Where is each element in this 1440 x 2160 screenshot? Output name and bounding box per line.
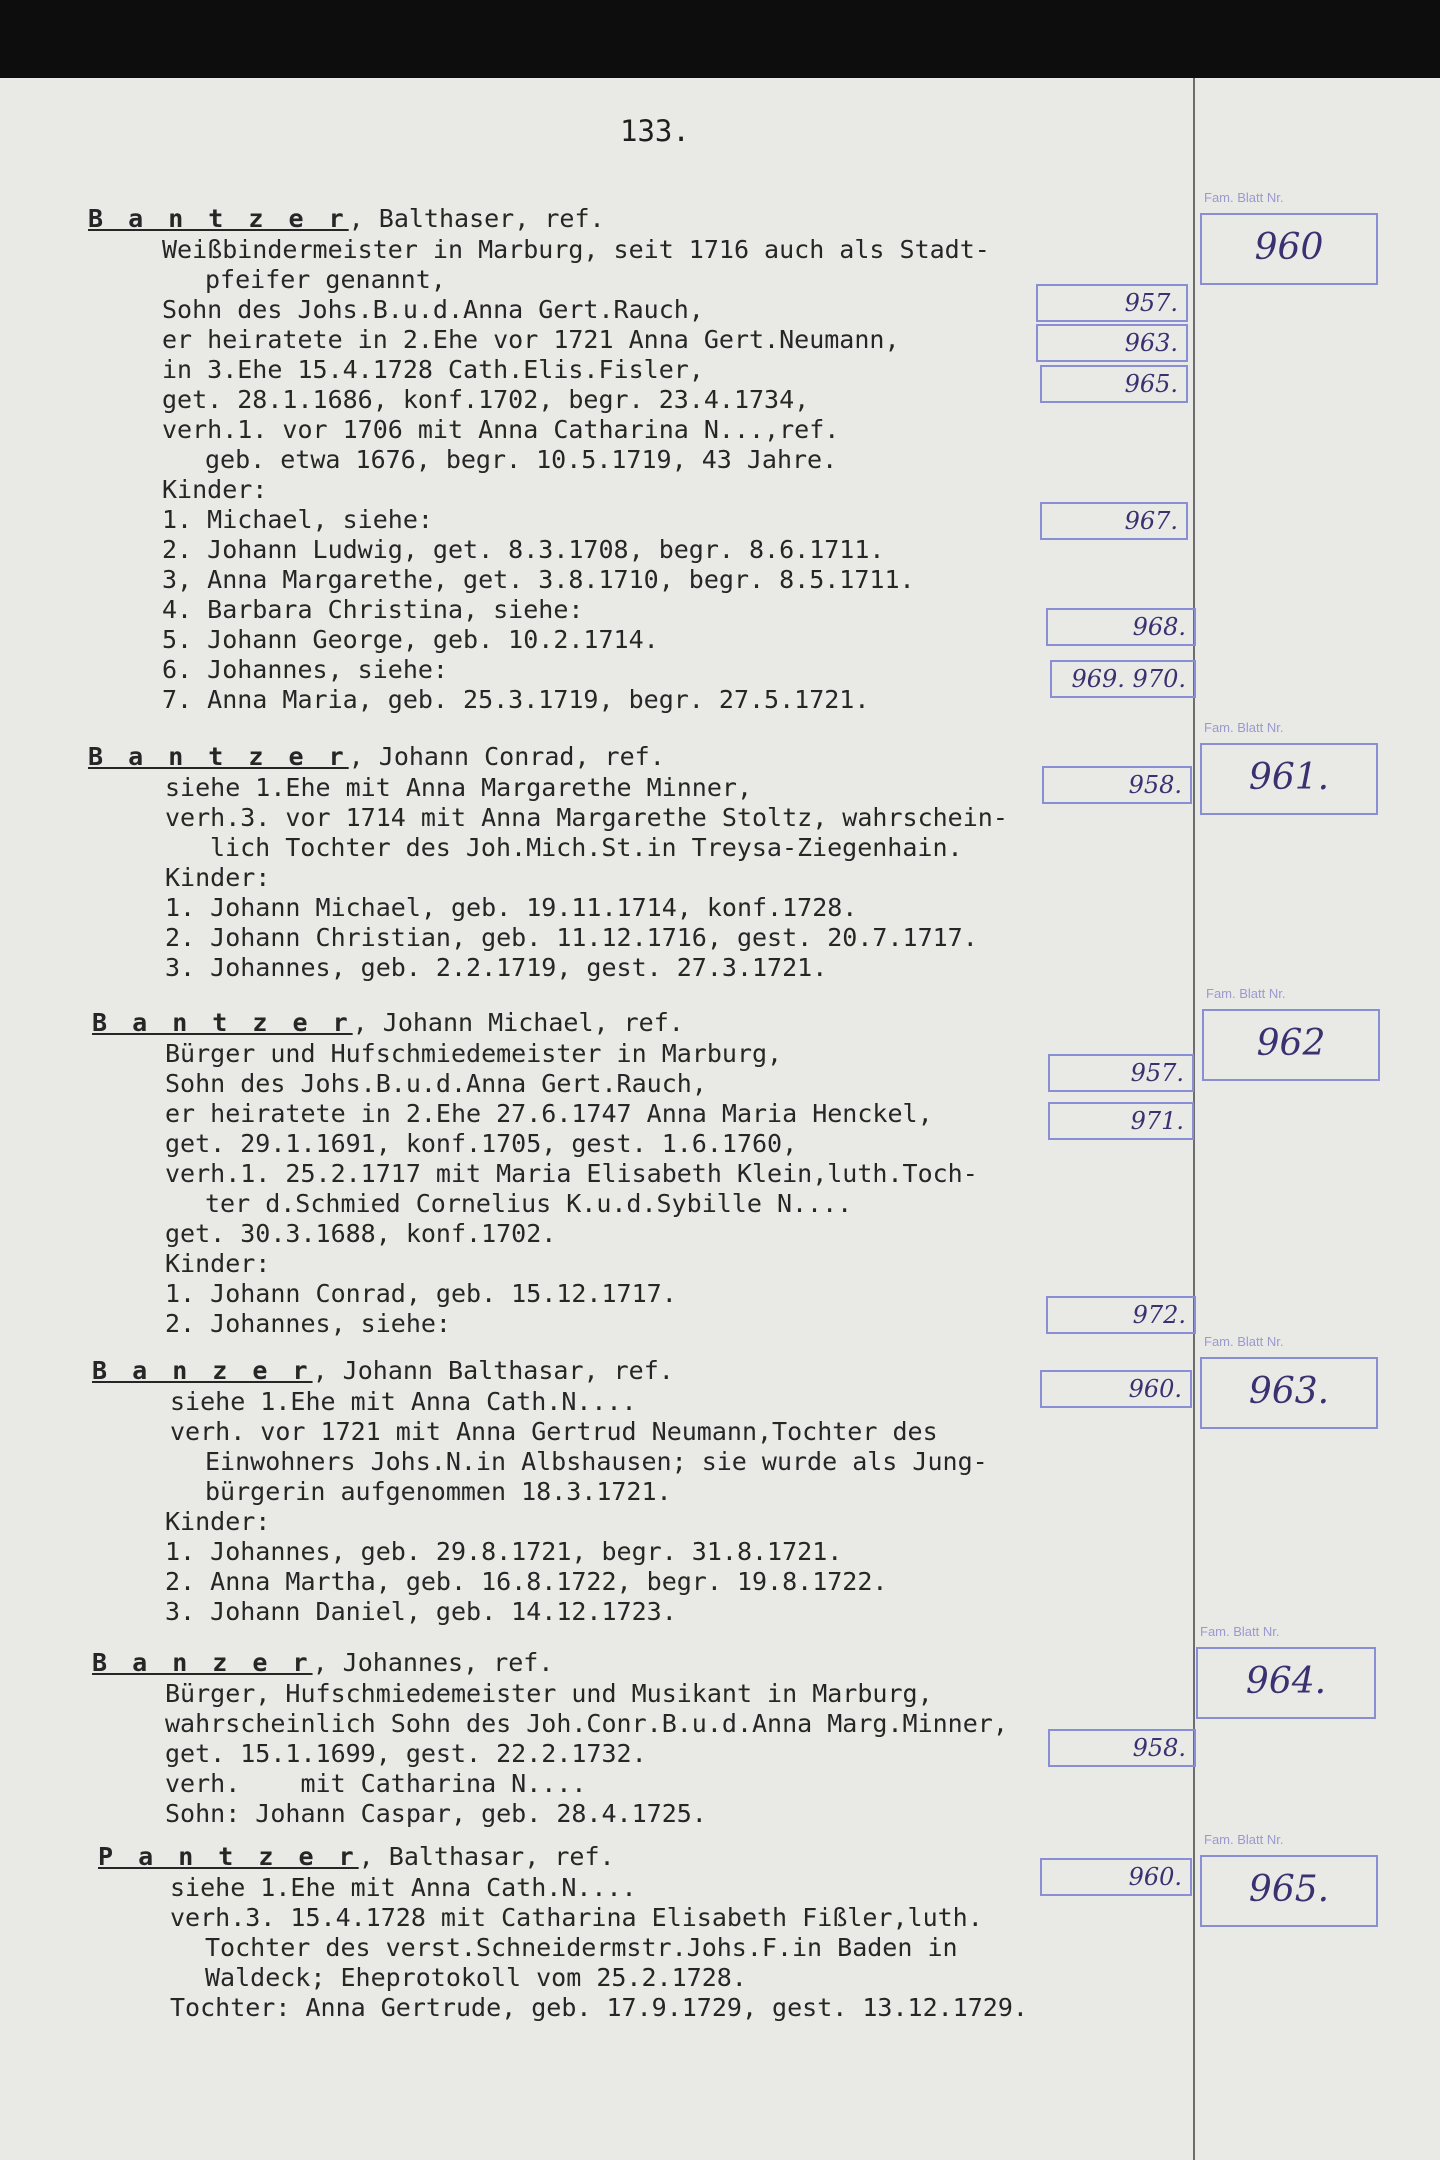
entry-line: Tochter des verst.Schneidermstr.Johs.F.in Baden in — [205, 1933, 958, 1962]
entry-line: Waldeck; Eheprotokoll vom 25.2.1728. — [205, 1963, 747, 1992]
entry-line: 7. Anna Maria, geb. 25.3.1719, begr. 27.5.1721. — [162, 685, 870, 714]
entry-line: Kinder: — [165, 1507, 271, 1536]
entry-given: , Balthasar, ref. — [358, 1842, 615, 1871]
entry-line: Kinder: — [165, 1249, 271, 1278]
fam-blatt-label: Fam. Blatt Nr. — [1204, 720, 1284, 735]
entry-line: 3, Anna Margarethe, get. 3.8.1710, begr. 8.5.1711. — [162, 565, 915, 594]
fam-blatt-number: 963. — [1200, 1357, 1378, 1429]
entry-given: , Balthaser, ref. — [348, 204, 605, 233]
entry-given: , Johann Michael, ref. — [352, 1008, 684, 1037]
ref-number: 968. — [1046, 608, 1196, 646]
entry-line: 2. Johann Ludwig, get. 8.3.1708, begr. 8.6.1711. — [162, 535, 885, 564]
entry-line: 2. Johann Christian, geb. 11.12.1716, gest. 20.7.1717. — [165, 923, 978, 952]
entry-line: geb. etwa 1676, begr. 10.5.1719, 43 Jahre. — [205, 445, 838, 474]
fam-blatt-label: Fam. Blatt Nr. — [1200, 1624, 1280, 1639]
entry-line: wahrscheinlich Sohn des Joh.Conr.B.u.d.Anna Marg.Minner, — [165, 1709, 1008, 1738]
entry-line: get. 15.1.1699, gest. 22.2.1732. — [165, 1739, 647, 1768]
entry-line: Tochter: Anna Gertrude, geb. 17.9.1729, gest. 13.12.1729. — [170, 1993, 1028, 2022]
entry-surname: B a n t z e r — [92, 1008, 353, 1037]
entry-line: Sohn des Johs.B.u.d.Anna Gert.Rauch, — [165, 1069, 707, 1098]
ref-number: 972. — [1046, 1296, 1196, 1334]
entry-heading — [88, 204, 605, 233]
entry-given: , Johannes, ref. — [312, 1648, 554, 1677]
entry-line: get. 30.3.1688, konf.1702. — [165, 1219, 557, 1248]
fam-blatt-number: 962 — [1202, 1009, 1380, 1081]
entry-line: Bürger, Hufschmiedemeister und Musikant in Marburg, — [165, 1679, 933, 1708]
fam-blatt-label: Fam. Blatt Nr. — [1206, 986, 1286, 1001]
entry-line: 4. Barbara Christina, siehe: — [162, 595, 584, 624]
entry-line: verh. vor 1721 mit Anna Gertrud Neumann,Tochter des — [170, 1417, 938, 1446]
entry-line: ter d.Schmied Cornelius K.u.d.Sybille N.... — [205, 1189, 853, 1218]
fam-blatt-number: 964. — [1196, 1647, 1376, 1719]
ref-number: 957. — [1036, 284, 1188, 322]
fam-blatt-label: Fam. Blatt Nr. — [1204, 1832, 1284, 1847]
fam-blatt-number: 961. — [1200, 743, 1378, 815]
entry-given: , Johann Balthasar, ref. — [312, 1356, 674, 1385]
entry-heading — [92, 1008, 684, 1037]
entry-heading — [88, 742, 665, 771]
page-number: 133. — [620, 114, 690, 148]
entry-line: 2. Johannes, siehe: — [165, 1309, 451, 1338]
entry-line: Kinder: — [162, 475, 268, 504]
entry-line: verh.3. 15.4.1728 mit Catharina Elisabeth Fißler,luth. — [170, 1903, 983, 1932]
entry-given: , Johann Conrad, ref. — [348, 742, 665, 771]
ref-number: 963. — [1036, 324, 1188, 362]
entry-line: 1. Johannes, geb. 29.8.1721, begr. 31.8.1721. — [165, 1537, 843, 1566]
entry-line: verh.3. vor 1714 mit Anna Margarethe Stoltz, wahrschein- — [165, 803, 1008, 832]
entry-line: 5. Johann George, geb. 10.2.1714. — [162, 625, 659, 654]
entry-heading — [92, 1356, 674, 1385]
entry-line: 6. Johannes, siehe: — [162, 655, 448, 684]
ref-number: 958. — [1048, 1729, 1196, 1767]
entry-heading — [92, 1648, 553, 1677]
entry-line: get. 28.1.1686, konf.1702, begr. 23.4.1734, — [162, 385, 810, 414]
entry-line: in 3.Ehe 15.4.1728 Cath.Elis.Fisler, — [162, 355, 704, 384]
entry-line: lich Tochter des Joh.Mich.St.in Treysa-Ziegenhain. — [210, 833, 963, 862]
entry-line: er heiratete in 2.Ehe 27.6.1747 Anna Maria Henckel, — [165, 1099, 933, 1128]
entry-line: pfeifer genannt, — [205, 265, 446, 294]
entry-line: bürgerin aufgenommen 18.3.1721. — [205, 1477, 672, 1506]
entry-line: 1. Johann Conrad, geb. 15.12.1717. — [165, 1279, 677, 1308]
entry-surname: B a n t z e r — [88, 742, 349, 771]
entry-line: Sohn des Johs.B.u.d.Anna Gert.Rauch, — [162, 295, 704, 324]
fam-blatt-label: Fam. Blatt Nr. — [1204, 1334, 1284, 1349]
entry-surname: B a n z e r — [92, 1648, 313, 1677]
entry-line: siehe 1.Ehe mit Anna Cath.N.... — [170, 1873, 637, 1902]
entry-line: 3. Johann Daniel, geb. 14.12.1723. — [165, 1597, 677, 1626]
ref-number: 965. — [1040, 365, 1188, 403]
document-page — [0, 78, 1440, 2160]
ref-number: 960. — [1040, 1858, 1192, 1896]
entry-line: get. 29.1.1691, konf.1705, gest. 1.6.1760, — [165, 1129, 798, 1158]
entry-line: 1. Michael, siehe: — [162, 505, 433, 534]
ref-number: 971. — [1048, 1102, 1194, 1140]
entry-surname: P a n t z e r — [98, 1842, 359, 1871]
entry-surname: B a n z e r — [92, 1356, 313, 1385]
entry-heading — [98, 1842, 615, 1871]
entry-surname: B a n t z e r — [88, 204, 349, 233]
fam-blatt-number: 965. — [1200, 1855, 1378, 1927]
entry-line: 2. Anna Martha, geb. 16.8.1722, begr. 19.8.1722. — [165, 1567, 888, 1596]
entry-line: 1. Johann Michael, geb. 19.11.1714, konf.1728. — [165, 893, 858, 922]
entry-line: siehe 1.Ehe mit Anna Cath.N.... — [170, 1387, 637, 1416]
entry-line: er heiratete in 2.Ehe vor 1721 Anna Gert.Neumann, — [162, 325, 900, 354]
entry-line: Bürger und Hufschmiedemeister in Marburg, — [165, 1039, 783, 1068]
ref-number: 967. — [1040, 502, 1188, 540]
entry-line: Kinder: — [165, 863, 271, 892]
entry-line: siehe 1.Ehe mit Anna Margarethe Minner, — [165, 773, 752, 802]
ref-number: 957. — [1048, 1054, 1194, 1092]
ref-number: 958. — [1042, 766, 1192, 804]
entry-line: Weißbindermeister in Marburg, seit 1716 auch als Stadt- — [162, 235, 990, 264]
entry-line: verh.1. vor 1706 mit Anna Catharina N...,ref. — [162, 415, 840, 444]
entry-line: Sohn: Johann Caspar, geb. 28.4.1725. — [165, 1799, 707, 1828]
ref-number: 969. 970. — [1050, 660, 1196, 698]
fam-blatt-label: Fam. Blatt Nr. — [1204, 190, 1284, 205]
ref-number: 960. — [1040, 1370, 1192, 1408]
fam-blatt-number: 960 — [1200, 213, 1378, 285]
entry-line: verh.1. 25.2.1717 mit Maria Elisabeth Klein,luth.Toch- — [165, 1159, 978, 1188]
entry-line: 3. Johannes, geb. 2.2.1719, gest. 27.3.1721. — [165, 953, 828, 982]
entry-line: Einwohners Johs.N.in Albshausen; sie wurde als Jung- — [205, 1447, 988, 1476]
entry-line: verh. mit Catharina N.... — [165, 1769, 587, 1798]
